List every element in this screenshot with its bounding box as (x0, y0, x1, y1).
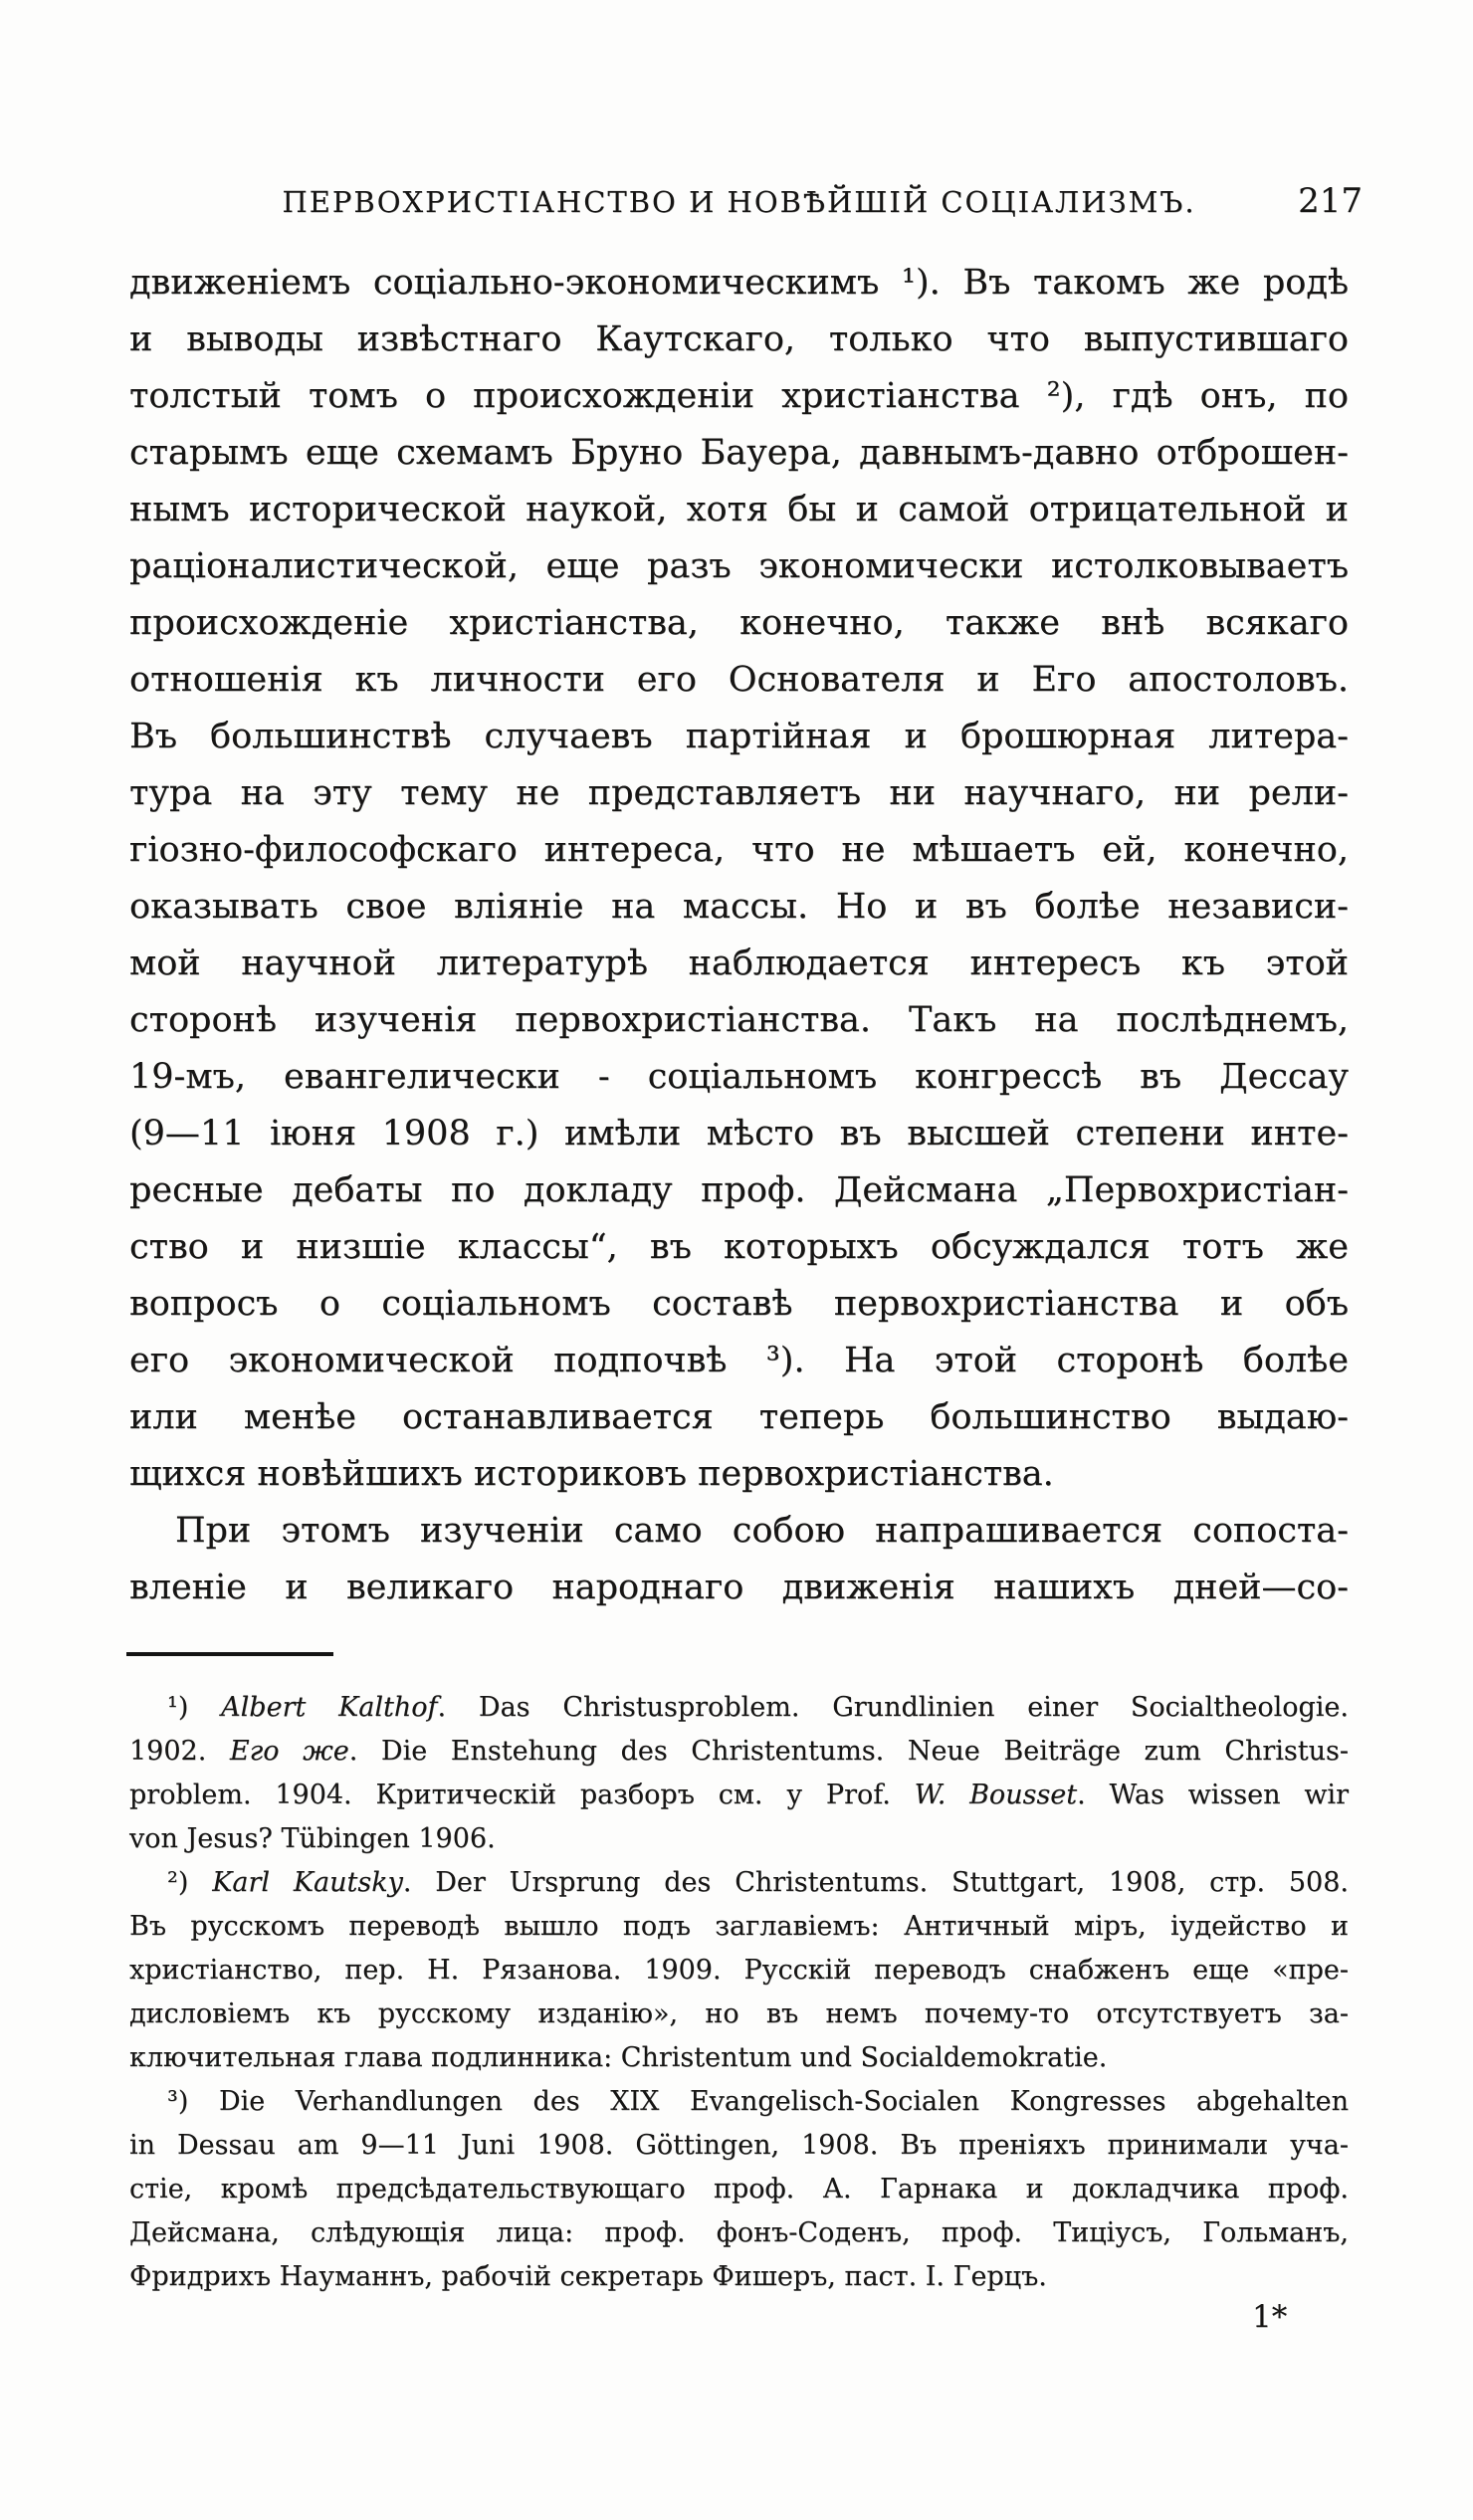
body-text-line: (9—11 іюня 1908 г.) имѣли мѣсто въ высшей степени инте- (129, 1114, 1349, 1154)
footnote-line (129, 2036, 1349, 2080)
body-text-line: Въ большинствѣ случаевъ партійная и брошюрная литера- (129, 717, 1349, 756)
body-text-line: ресные дебаты по докладу проф. Дейсмана „Первохристіан- (129, 1170, 1349, 1210)
footnote-line (129, 1993, 1349, 2036)
footnote-line (129, 1861, 1349, 1905)
body-text-line: гіозно-философскаго интереса, что не мѣшаетъ ей, конечно, (129, 830, 1349, 870)
body-text (129, 255, 1349, 1616)
body-text-line: 19-мъ, евангелически - соціальномъ конгрессѣ въ Дессау (129, 1057, 1349, 1097)
footnote-text: Фридрихъ Науманнъ, рабочій секретарь Фишеръ, паст. І. Герцъ. (129, 2261, 1047, 2292)
footnote-text: ²) (167, 1867, 213, 1898)
footnote-text: . Die Enstehung des Christentums. Neue Beiträge zum Christus- (348, 1736, 1349, 1767)
footnote-text: in Dessau am 9—11 Juni 1908. Göttingen, 1908. Въ преніяхъ принимали уча- (129, 2130, 1349, 2161)
body-text-line: раціоналистической, еще разъ экономически истолковываетъ (129, 546, 1349, 586)
footnote-line (129, 1730, 1349, 1774)
footnote-italic-text: Albert Kalthof (221, 1692, 438, 1723)
body-text-line: вопросъ о соціальномъ составѣ первохристіанства и объ (129, 1284, 1349, 1324)
footnote-text: . Was wissen wir (1077, 1780, 1349, 1810)
footnote-line (129, 2080, 1349, 2124)
footnote-italic-text: Karl Kautsky (212, 1867, 403, 1898)
running-header (129, 181, 1363, 229)
body-text-line: При этомъ изученіи само собою напрашивается сопоста- (175, 1511, 1349, 1551)
footnote-text: христіанство, пер. Н. Рязанова. 1909. Русскій переводъ снабженъ еще «пре- (129, 1955, 1349, 1986)
body-text-line: тура на эту тему не представляетъ ни научнаго, ни рели- (129, 773, 1349, 813)
footnote-1 (129, 1686, 1349, 1861)
footnote-text: Дейсмана, слѣдующія лица: проф. фонъ-Соденъ, проф. Тиціусъ, Гольманъ, (129, 2217, 1349, 2248)
body-text-line: и выводы извѣстнаго Каутскаго, только что выпустившаго (129, 319, 1349, 359)
footnote-text: ключительная глава подлинника: Christentum und Socialdemokratie. (129, 2042, 1108, 2073)
body-text-line: или менѣе останавливается теперь большинство выдаю- (129, 1397, 1349, 1437)
footnote-line (129, 1774, 1349, 1817)
footnote-text: ¹) (167, 1692, 222, 1723)
body-text-line: щихся новѣйшихъ историковъ первохристіанства. (129, 1454, 1054, 1494)
footnote-text: стіе, кромѣ предсѣдательствующаго проф. А. Гарнака и докладчика проф. (129, 2174, 1349, 2205)
footnote-2 (129, 1861, 1349, 2080)
footnotes (129, 1686, 1349, 2299)
footnote-line (129, 2124, 1349, 2168)
body-text-line: отношенія къ личности его Основателя и Его апостоловъ. (129, 660, 1349, 700)
footnote-italic-text: Его же (229, 1736, 349, 1767)
body-text-line: ство и низшіе классы“, въ которыхъ обсуждался тотъ же (129, 1227, 1349, 1267)
body-text-line: оказывать свое вліяніе на массы. Но и въ болѣе независи- (129, 887, 1349, 927)
footnote-text: 1902. (129, 1736, 230, 1767)
footnote-text: von Jesus? Tübingen 1906. (129, 1823, 496, 1854)
body-text-line: сторонѣ изученія первохристіанства. Такъ на послѣднемъ, (129, 1000, 1349, 1040)
footnote-3 (129, 2080, 1349, 2299)
footnote-text: Въ русскомъ переводѣ вышло подъ заглавіемъ: Античный міръ, іудейство и (129, 1911, 1349, 1942)
footnote-line (129, 1817, 1349, 1861)
footnote-text: . Das Christusproblem. Grundlinien einer Socialtheologie. (437, 1692, 1349, 1723)
body-text-line: старымъ еще схемамъ Бруно Бауера, давнымъ-давно отброшен- (129, 433, 1349, 473)
body-text-line: мой научной литературѣ наблюдается интересъ къ этой (129, 944, 1349, 983)
footnote-line (129, 2168, 1349, 2211)
footnote-text: ³) Die Verhandlungen des XIX Evangelisch-Socialen Kongresses abgehalten (167, 2086, 1349, 2117)
footnote-text: дисловіемъ къ русскому изданію», но въ немъ почему-то отсутствуетъ за- (129, 1998, 1349, 2029)
page-number: 217 (1298, 181, 1363, 221)
footnote-italic-text: W. Bousset (914, 1780, 1078, 1810)
footnote-line (129, 2255, 1349, 2299)
footnote-line (129, 1905, 1349, 1949)
body-text-line: его экономической подпочвѣ ³). На этой сторонѣ болѣе (129, 1341, 1349, 1380)
footnote-text: problem. 1904. Критическій разборъ см. у Prof. (129, 1780, 915, 1810)
body-text-line: вленіе и великаго народнаго движенія нашихъ дней—со- (129, 1568, 1349, 1607)
footnote-separator-rule (126, 1652, 333, 1656)
footnote-line (129, 1949, 1349, 1993)
body-text-line: происхожденіе христіанства, конечно, также внѣ всякаго (129, 603, 1349, 643)
body-text-line: движеніемъ соціально-экономическимъ ¹). Въ такомъ же родѣ (129, 263, 1349, 303)
body-text-line: нымъ исторической наукой, хотя бы и самой отрицательной и (129, 490, 1349, 529)
footnote-text: . Der Ursprung des Christentums. Stuttgart, 1908, стр. 508. (402, 1867, 1349, 1898)
running-header-title: ПЕРВОХРИСТІАНСТВО И НОВѢЙШІЙ СОЦІАЛИЗМЪ. (282, 185, 1196, 219)
signature-mark: 1* (1252, 2299, 1288, 2335)
footnote-line (129, 2211, 1349, 2255)
body-text-line: толстый томъ о происхожденіи христіанства ²), гдѣ онъ, по (129, 376, 1349, 416)
footnote-line (129, 1686, 1349, 1730)
